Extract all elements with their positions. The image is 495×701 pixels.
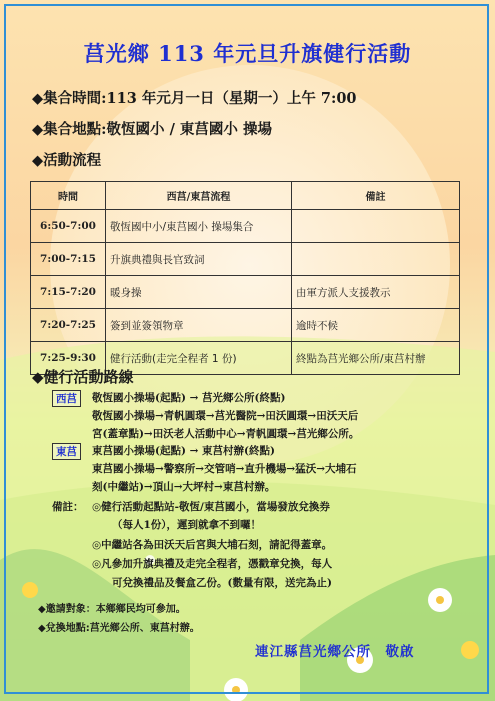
row-time: 7:00-7:15 (31, 243, 106, 276)
remark-3-cont: 可兌換禮品及餐盒乙份。(數量有限，送完為止) (112, 577, 332, 589)
row-time: 7:15-7:20 (31, 276, 106, 309)
row-time: 7:20-7:25 (31, 309, 106, 342)
remark-2: ◎中繼站各為田沃天后宮與大埔石刻，請記得蓋章。 (92, 539, 333, 551)
row-item: 升旗典禮與長官致詞 (106, 243, 292, 276)
gather-time-value: 113 年元月一日（星期一）上午 7:00 (106, 90, 357, 107)
west-route-summary: 敬恆國小操場(起點) → 莒光鄉公所(終點) (92, 392, 286, 404)
east-route-detail: 東莒國小操場→警察所→交管哨→直升機場→猛沃→大埔石 (92, 463, 357, 475)
row-note (292, 210, 460, 243)
remark-1: ◎健行活動起點站-敬恆/東莒國小，當場發放兌換券 (92, 501, 330, 513)
row-time: 7:25-9:30 (31, 342, 106, 375)
east-route-detail-cont: 刻(中繼站)→頂山→大坪村→東莒村辦。 (92, 481, 276, 493)
row-note: 終點為莒光鄉公所/東莒村辦 (292, 342, 460, 375)
remark-3: ◎凡參加升旗典禮及走完全程者，憑戳章兌換，每人 (92, 558, 333, 570)
row-item: 健行活動(走完全程者 1 份) (106, 342, 292, 375)
gather-time (32, 87, 357, 108)
table-row (31, 210, 460, 243)
west-route-detail-cont: 宮(蓋章點)→田沃老人活動中心→青帆圓環→莒光鄉公所。 (92, 428, 360, 440)
gather-place (32, 118, 272, 139)
gather-place-label: ◆集合地點: (32, 121, 107, 138)
header-note: 備註 (292, 182, 460, 210)
row-item: 暖身操 (106, 276, 292, 309)
header-process: 西莒/東莒流程 (106, 182, 292, 210)
header-time: 時間 (31, 182, 106, 210)
table-row (31, 243, 460, 276)
page-title: 莒光鄉 113 年元旦升旗健行活動 (83, 41, 412, 66)
row-item: 簽到並簽領物章 (106, 309, 292, 342)
exchange-location: ◆兌換地點:莒光鄉公所、東莒村辦。 (38, 623, 200, 634)
gather-time-label: ◆集合時間: (32, 90, 107, 107)
gather-place-value: 敬恆國小 / 東莒國小 操場 (106, 121, 272, 138)
east-route-summary: 東莒國小操場(起點) → 東莒村辦(終點) (92, 445, 275, 457)
west-route-detail: 敬恆國小操場→青帆圓環→莒光醫院→田沃圓環→田沃天后 (92, 410, 359, 422)
table-row (31, 276, 460, 309)
row-note: 由軍方派人支援教示 (292, 276, 460, 309)
invite-target: ◆邀請對象：本鄉鄉民均可參加。 (38, 604, 186, 615)
process-heading: ◆活動流程 (32, 152, 102, 169)
row-time: 6:50-7:00 (31, 210, 106, 243)
table-row (31, 309, 460, 342)
east-tag: 東莒 (52, 443, 81, 460)
schedule-header-row (31, 182, 460, 210)
remark-1-cont: （每人1份），遲到就拿不到囉！ (112, 519, 262, 531)
row-note: 逾時不候 (292, 309, 460, 342)
row-item: 敬恆國中小/東莒國小 操場集合 (106, 210, 292, 243)
west-tag: 西莒 (52, 390, 81, 407)
remarks-label: 備註： (52, 501, 84, 513)
route-heading: ◆健行活動路線 (32, 368, 134, 386)
row-note (292, 243, 460, 276)
signature: 連江縣莒光鄉公所 敬啟 (255, 644, 415, 660)
schedule-table (30, 181, 460, 375)
